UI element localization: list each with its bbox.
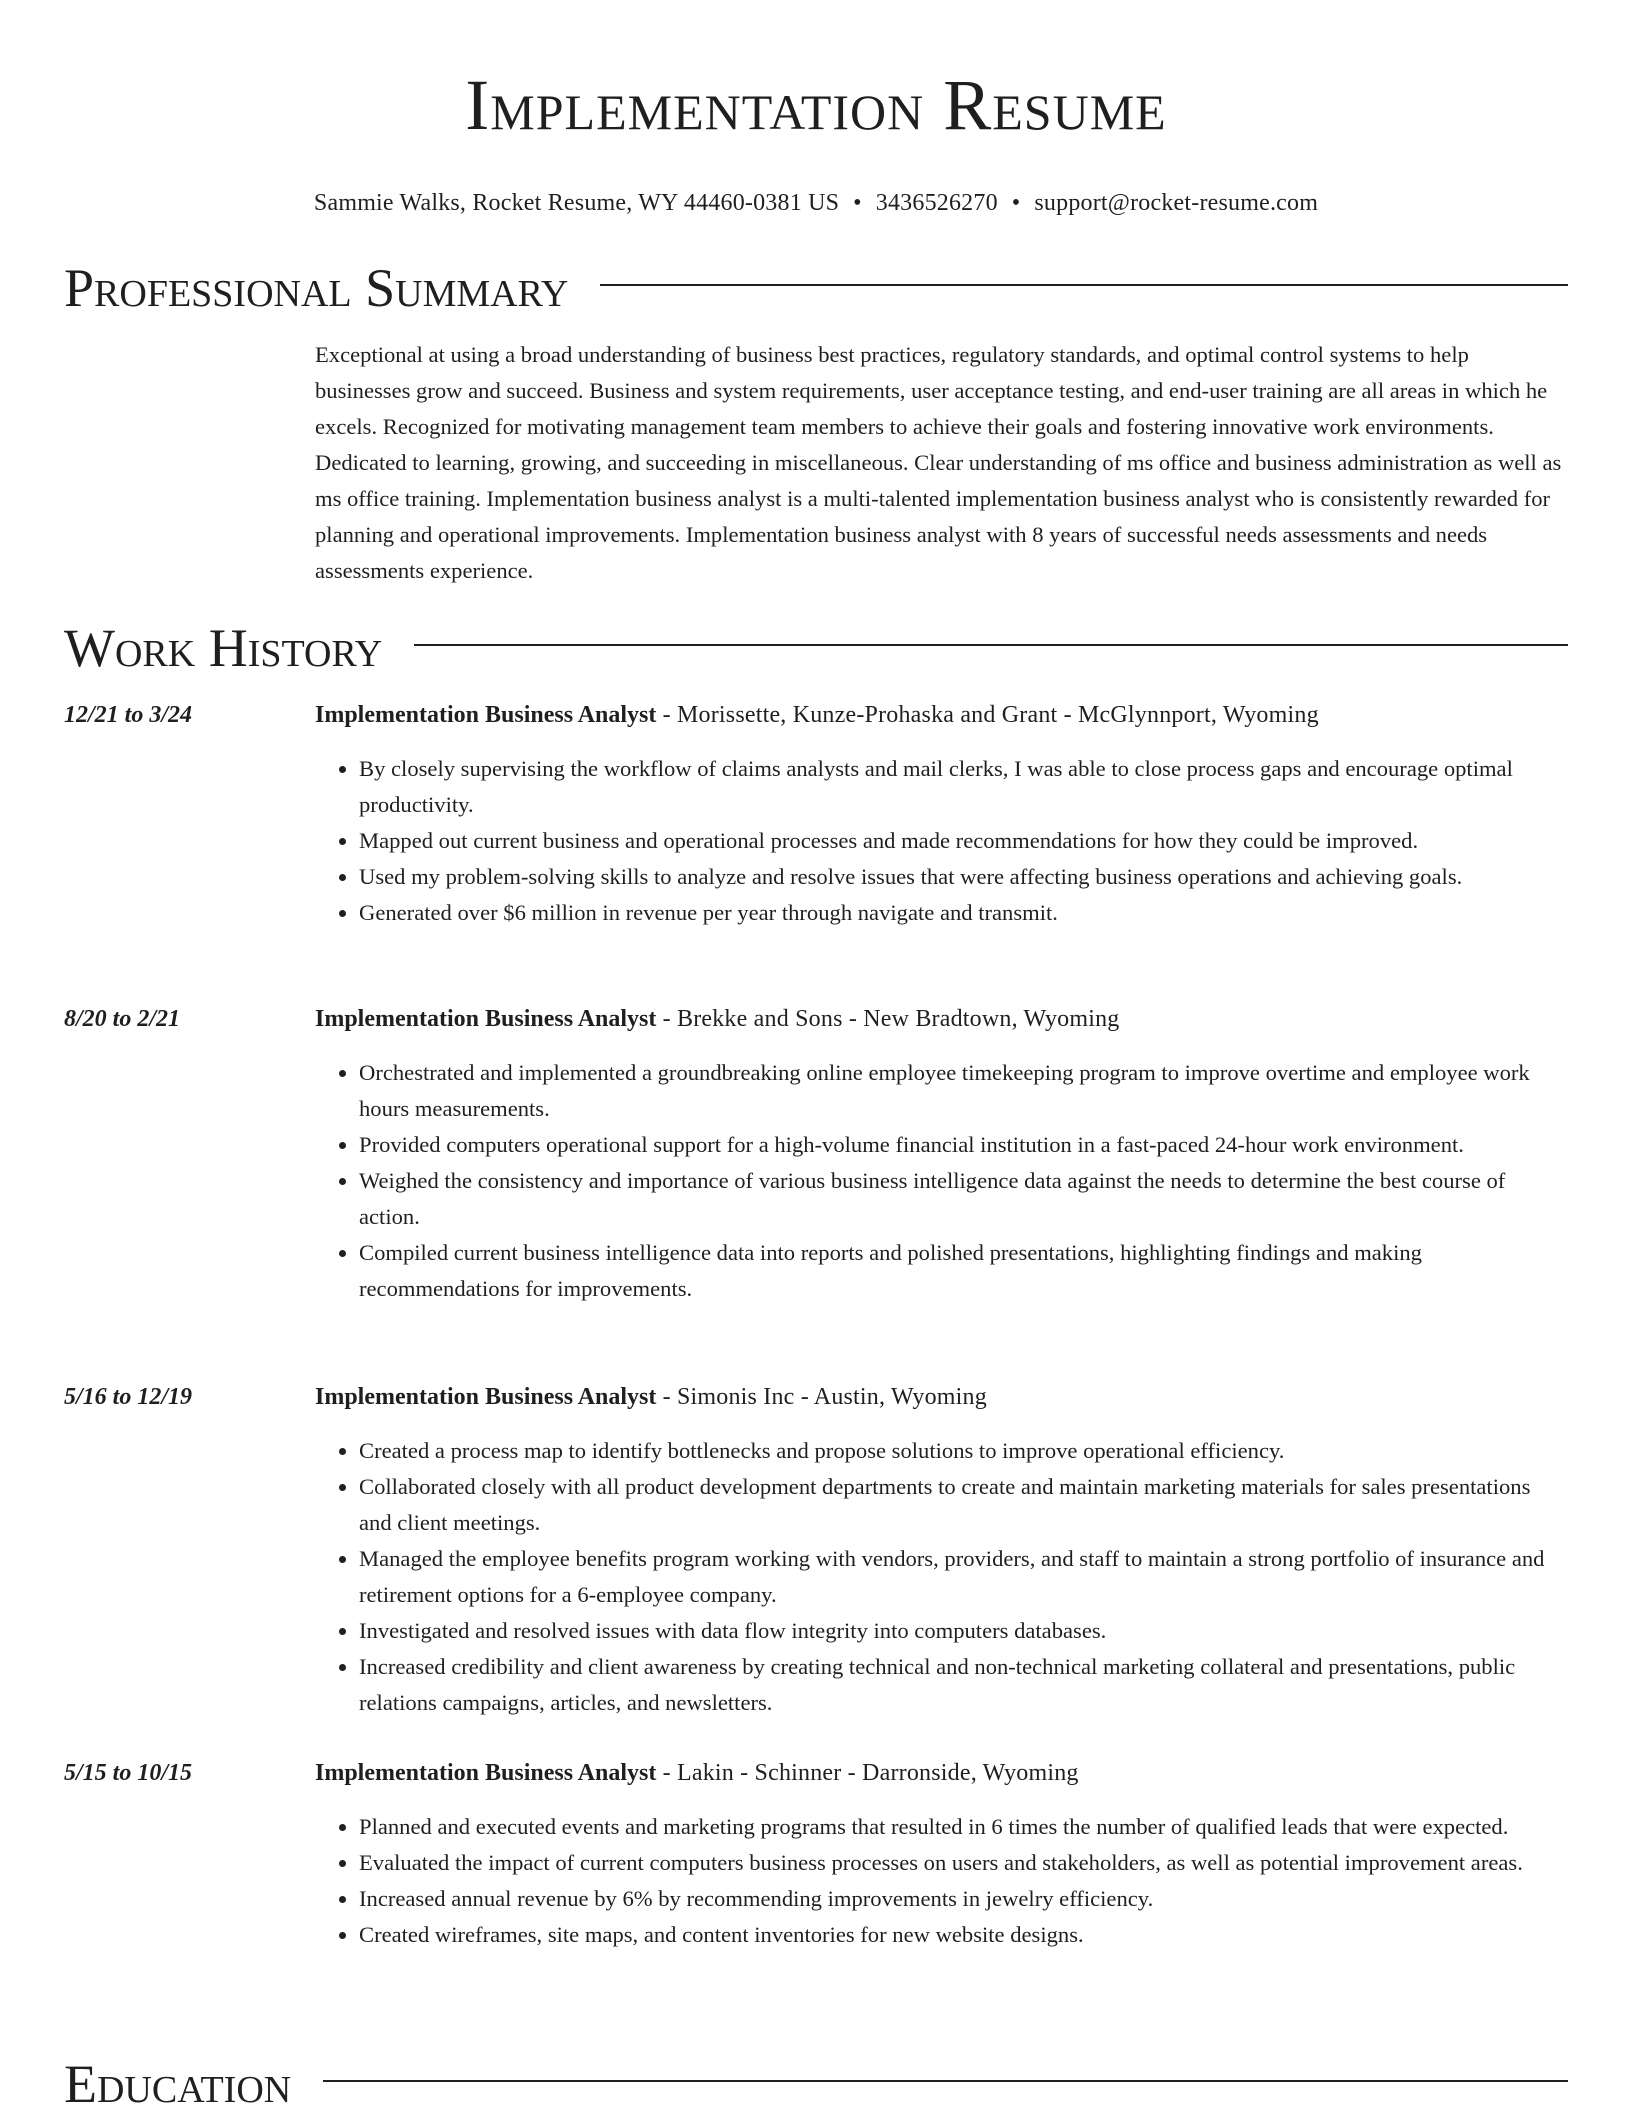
contact-separator-1: • bbox=[853, 190, 862, 216]
work-section-rule bbox=[414, 644, 1568, 646]
job-bullet-list bbox=[64, 751, 1568, 931]
contact-email: support@rocket-resume.com bbox=[1034, 190, 1319, 216]
job-employer-location: - Brekke and Sons - New Bradtown, Wyoming bbox=[656, 1006, 1120, 1032]
resume-title: Implementation Resume bbox=[465, 65, 1167, 145]
job-dates: 8/20 to 2/21 bbox=[64, 1006, 181, 1032]
job-bullet: • Evaluated the impact of current computers business processes on users and stakeholders, as well as potential improvement areas. bbox=[359, 1845, 1568, 1881]
job-header bbox=[64, 698, 1568, 732]
job-title: Implementation Business Analyst bbox=[315, 1384, 657, 1410]
job-bullet-list bbox=[64, 1809, 1568, 1953]
job-bullet: • Weighed the consistency and importance of various business intelligence data against the needs to determine the best course of action. bbox=[359, 1163, 1568, 1235]
job-bullet: • Planned and executed events and marketing programs that resulted in 6 times the number of qualified leads that were expected. bbox=[359, 1809, 1568, 1845]
summary-text: Exceptional at using a broad understanding of business best practices, regulatory standards, and optimal control systems to help businesses grow and succeed. Business and system requirements, user acceptance testing, and end-user training are all areas in which he excels. Recognized for motivating management team members to achieve their goals and fostering innovative work environments. Dedicated to learning, growing, and succeeding in miscellaneous. Clear understanding of ms office and business administration as well as ms office training. Implementation business analyst is a multi-talented implementation business analyst who is consistently rewarded for planning and operational improvements. Implementation business analyst with 8 years of successful needs assessments and needs assessments experience. bbox=[315, 342, 1562, 583]
summary-section-header bbox=[64, 258, 1568, 318]
job-bullet: • Created wireframes, site maps, and content inventories for new website designs. bbox=[359, 1917, 1568, 1953]
job-bullet: • Created a process map to identify bottlenecks and propose solutions to improve operational efficiency. bbox=[359, 1433, 1568, 1469]
job-dates: 5/15 to 10/15 bbox=[64, 1760, 193, 1786]
job-bullet-list bbox=[64, 1055, 1568, 1307]
job-bullet: • Provided computers operational support for a high-volume financial institution in a fast-paced 24-hour work environment. bbox=[359, 1127, 1568, 1163]
education-section-rule bbox=[323, 2080, 1568, 2082]
job-header bbox=[64, 1380, 1568, 1414]
contact-separator-2: • bbox=[1011, 190, 1021, 216]
work-section-header bbox=[64, 618, 1568, 678]
contact-address: Sammie Walks, Rocket Resume, WY 44460-0381 US bbox=[313, 190, 840, 216]
job-employer-location: - Morissette, Kunze-Prohaska and Grant - McGlynnport, Wyoming bbox=[656, 702, 1319, 728]
job-bullet: • Collaborated closely with all product development departments to create and maintain marketing materials for sales presentations and client meetings. bbox=[359, 1469, 1568, 1541]
job-bullet: • Managed the employee benefits program working with vendors, providers, and staff to maintain a strong portfolio of insurance and retirement options for a 6-employee company. bbox=[359, 1541, 1568, 1613]
contact-phone: 3436526270 bbox=[875, 190, 998, 216]
job-title: Implementation Business Analyst bbox=[315, 1006, 657, 1032]
summary-section-rule bbox=[600, 284, 1568, 286]
job-bullet: • Mapped out current business and operational processes and made recommendations for how they could be improved. bbox=[359, 823, 1568, 859]
job-dates: 5/16 to 12/19 bbox=[64, 1384, 193, 1410]
job-header bbox=[64, 1002, 1568, 1036]
job-bullet: • Increased credibility and client awareness by creating technical and non-technical marketing collateral and presentations, public relations campaigns, articles, and newsletters. bbox=[359, 1649, 1568, 1721]
resume-header bbox=[0, 60, 1632, 218]
job-bullet: • Investigated and resolved issues with data flow integrity into computers databases. bbox=[359, 1613, 1568, 1649]
job-entry bbox=[64, 1380, 1568, 1721]
job-bullet-list bbox=[64, 1433, 1568, 1721]
job-bullet: • Compiled current business intelligence data into reports and polished presentations, highlighting findings and making recommendations for improvements. bbox=[359, 1235, 1568, 1307]
job-bullet: • Generated over $6 million in revenue per year through navigate and transmit. bbox=[359, 895, 1568, 931]
job-employer-location: - Simonis Inc - Austin, Wyoming bbox=[656, 1384, 987, 1410]
summary-section-title: Professional Summary bbox=[64, 258, 569, 318]
work-section-title: Work History bbox=[64, 618, 383, 678]
job-bullet: • By closely supervising the workflow of claims analysts and mail clerks, I was able to close process gaps and encourage optimal productivity. bbox=[359, 751, 1568, 823]
job-bullet: • Orchestrated and implemented a groundbreaking online employee timekeeping program to improve overtime and employee work hours measurements. bbox=[359, 1055, 1568, 1127]
job-entry bbox=[64, 1002, 1568, 1307]
job-dates: 12/21 to 3/24 bbox=[64, 702, 193, 728]
job-employer-location: - Lakin - Schinner - Darronside, Wyoming bbox=[656, 1760, 1079, 1786]
education-section-header bbox=[64, 2054, 1568, 2114]
job-bullet: • Increased annual revenue by 6% by recommending improvements in jewelry efficiency. bbox=[359, 1881, 1568, 1917]
contact-line bbox=[0, 188, 1632, 218]
job-title: Implementation Business Analyst bbox=[315, 702, 657, 728]
job-entry bbox=[64, 698, 1568, 931]
education-section-title: Education bbox=[64, 2054, 292, 2114]
job-bullet: • Used my problem-solving skills to analyze and resolve issues that were affecting business operations and achieving goals. bbox=[359, 859, 1568, 895]
job-entry bbox=[64, 1756, 1568, 1953]
job-header bbox=[64, 1756, 1568, 1790]
job-title: Implementation Business Analyst bbox=[315, 1760, 657, 1786]
